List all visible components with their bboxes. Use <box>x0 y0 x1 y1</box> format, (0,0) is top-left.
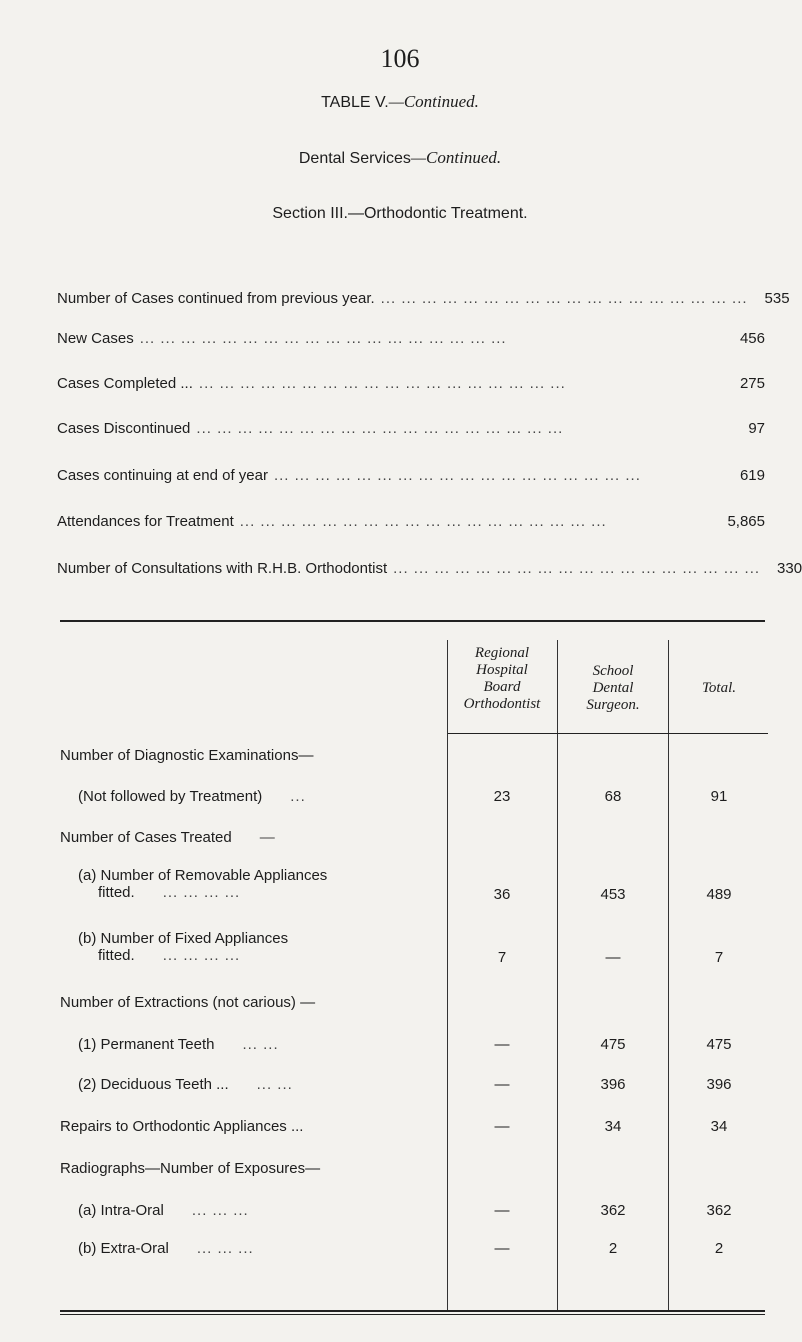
cell-regional: — <box>494 1036 510 1053</box>
cell-regional: — <box>494 1202 510 1219</box>
summary-row <box>57 513 765 535</box>
summary-row <box>57 560 802 582</box>
cell-school: 68 <box>604 788 622 805</box>
cell-school: 475 <box>600 1036 626 1053</box>
cell-school: 34 <box>604 1118 622 1135</box>
table-top-rule <box>60 620 765 622</box>
row-label-line2: fitted. ... ... ... ... <box>98 884 241 901</box>
cell-total: 396 <box>706 1076 732 1093</box>
leader-dots: ... ... ... ... ... ... ... ... ... ... ... ... ... ... ... ... ... ... <box>380 290 748 307</box>
page-number: 106 <box>380 44 420 73</box>
cell-total: 475 <box>706 1036 732 1053</box>
leader-dots: ... ... ... ... <box>162 884 241 901</box>
cell-regional: — <box>494 1240 510 1257</box>
cell-total: 2 <box>714 1240 724 1257</box>
table-bottom-rule-2 <box>60 1314 765 1315</box>
table-row-label <box>60 1160 320 1177</box>
leader-dots: ... ... ... ... ... ... ... ... ... ... ... ... ... ... ... ... ... ... <box>273 467 641 484</box>
table-row-label <box>78 1036 279 1053</box>
leader-dots: ... ... ... ... ... ... ... ... ... ... ... ... ... ... ... ... ... ... <box>393 560 761 577</box>
row-label-text: (Not followed by Treatment) <box>78 788 263 805</box>
section-heading: Section III.—Orthodontic Treatment. <box>272 205 528 222</box>
summary-row <box>57 290 790 312</box>
summary-value: 330 <box>777 560 802 577</box>
summary-label: Cases Discontinued <box>57 420 191 437</box>
leader-dots: ... <box>290 788 306 805</box>
summary-label: Attendances for Treatment <box>57 513 234 530</box>
row-label-text: (a) Number of Removable Appliances <box>78 867 328 884</box>
cell-total: 7 <box>714 949 724 966</box>
row-label-text: Number of Cases Treated <box>60 829 232 846</box>
cell-total: 362 <box>706 1202 732 1219</box>
leader-dots: ... ... <box>242 1036 279 1053</box>
row-label-text: (1) Permanent Teeth <box>78 1036 215 1053</box>
cell-regional: 23 <box>493 788 511 805</box>
row-label-text: Radiographs—Number of Exposures— <box>60 1160 321 1177</box>
subtitle-text: Dental Services <box>298 150 411 167</box>
cell-school: — <box>605 949 621 966</box>
table-title <box>0 92 800 112</box>
table-row-label <box>60 994 315 1011</box>
summary-label: New Cases <box>57 330 134 347</box>
subtitle-continued: —Continued. <box>410 148 502 167</box>
summary-value: 97 <box>748 420 765 437</box>
header-total: Total. <box>701 680 737 696</box>
summary-value: 275 <box>739 375 765 392</box>
table-row-label <box>60 829 276 846</box>
subtitle <box>0 148 800 168</box>
leader-dots: ... ... ... ... <box>162 947 241 964</box>
row-label-text: (a) Intra-Oral <box>78 1202 164 1219</box>
cell-regional: 36 <box>493 886 511 903</box>
table-row-label <box>60 747 313 764</box>
row-label-text: Number of Diagnostic Examinations— <box>60 747 314 764</box>
summary-value: 5,865 <box>727 513 765 530</box>
leader-dots: ... ... <box>256 1076 293 1093</box>
row-label-line2: fitted. ... ... ... ... <box>98 947 241 964</box>
cell-total: 91 <box>710 788 728 805</box>
row-label-text: (b) Number of Fixed Appliances <box>78 930 289 947</box>
leader-dots: ... ... ... ... ... ... ... ... ... ... ... ... ... ... ... ... ... ... <box>139 330 507 347</box>
cell-total: 34 <box>710 1118 728 1135</box>
cell-school: 362 <box>600 1202 626 1219</box>
leader-dots: — <box>259 829 276 846</box>
table-row-label <box>78 930 288 964</box>
summary-label: Cases Completed ... <box>57 375 193 392</box>
cell-school: 453 <box>600 886 626 903</box>
leader-dots: ... ... ... <box>191 1202 249 1219</box>
table-title-continued: —Continued. <box>388 92 479 111</box>
summary-label: Number of Consultations with R.H.B. Orthodontist <box>57 560 388 577</box>
header-underline <box>448 733 768 734</box>
summary-row <box>57 330 765 352</box>
row-label-text: (2) Deciduous Teeth ... <box>78 1076 229 1093</box>
cell-total: 489 <box>706 886 732 903</box>
summary-value: 619 <box>739 467 765 484</box>
summary-value: 535 <box>764 290 790 307</box>
row-label-text: Number of Extractions (not carious) — <box>60 994 316 1011</box>
leader-dots: ... ... ... ... ... ... ... ... ... ... ... ... ... ... ... ... ... ... <box>198 375 566 392</box>
table-row-label <box>78 1240 254 1257</box>
header-regional: Regional Hospital Board Orthodontist <box>463 645 541 712</box>
summary-label: Number of Cases continued from previous year. <box>57 290 375 307</box>
header-school: School Dental Surgeon. <box>586 663 640 713</box>
table-bottom-rule <box>60 1310 765 1312</box>
table-row-label <box>60 1118 303 1135</box>
table-row-label <box>78 788 306 805</box>
table-row-label <box>78 867 327 901</box>
summary-row <box>57 420 765 442</box>
cell-regional: 7 <box>497 949 507 966</box>
cell-school: 396 <box>600 1076 626 1093</box>
table-title-text: TABLE V. <box>321 94 389 111</box>
row-label-text: (b) Extra-Oral <box>78 1240 169 1257</box>
leader-dots: ... ... ... ... ... ... ... ... ... ... ... ... ... ... ... ... ... ... <box>196 420 564 437</box>
summary-label: Cases continuing at end of year <box>57 467 268 484</box>
leader-dots: ... ... ... <box>196 1240 254 1257</box>
leader-dots: ... ... ... ... ... ... ... ... ... ... ... ... ... ... ... ... ... ... <box>239 513 607 530</box>
summary-row <box>57 375 765 397</box>
cell-school: 2 <box>608 1240 618 1257</box>
cell-regional: — <box>494 1118 510 1135</box>
summary-row <box>57 467 765 489</box>
cell-regional: — <box>494 1076 510 1093</box>
row-label-text: Repairs to Orthodontic Appliances ... <box>60 1118 304 1135</box>
summary-value: 456 <box>739 330 765 347</box>
table-row-label <box>78 1202 249 1219</box>
table-row-label <box>78 1076 293 1093</box>
